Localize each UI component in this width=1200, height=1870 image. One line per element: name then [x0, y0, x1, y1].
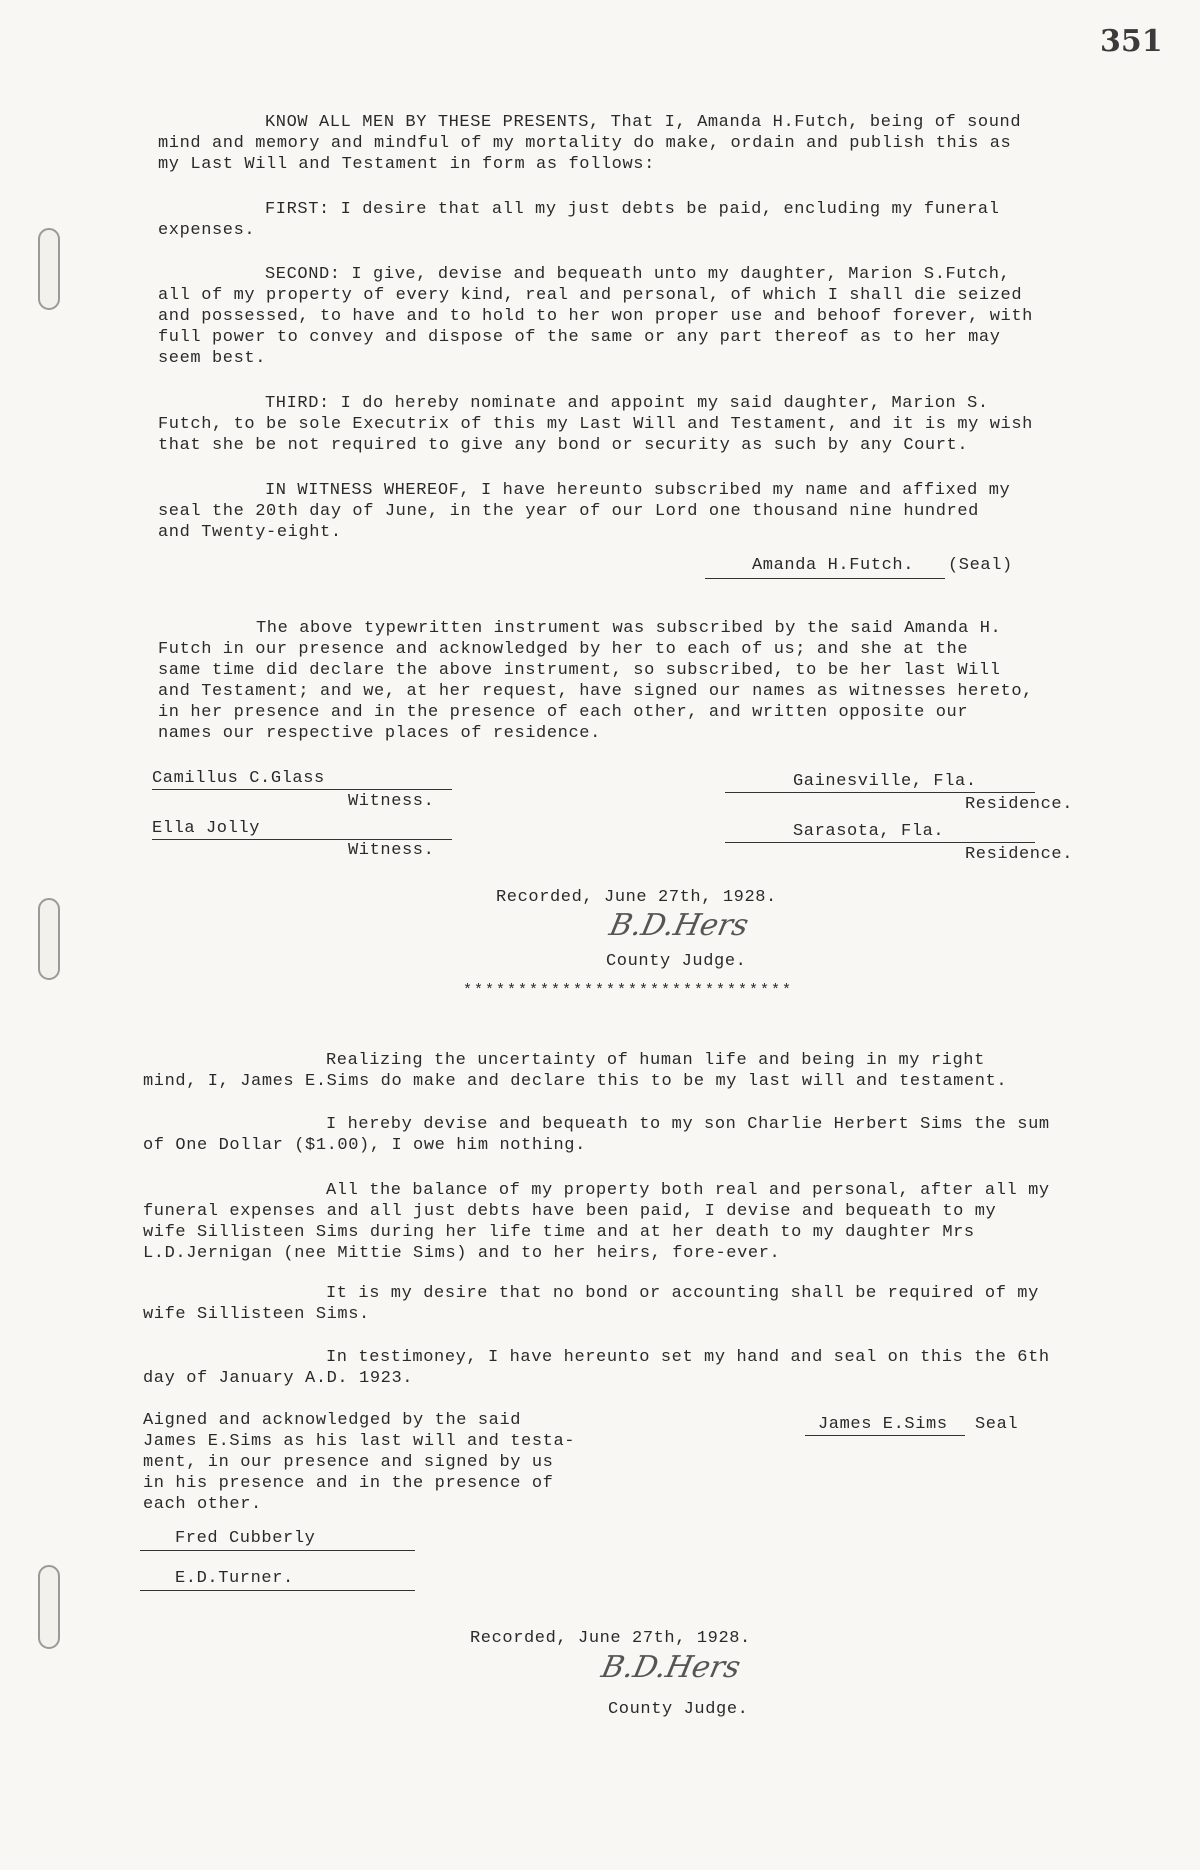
will2-paragraph-2: I hereby devise and bequeath to my son Charlie Herbert Sims the sum of One Dollar ($1.00), I owe him nothing.	[143, 1115, 1050, 1155]
will1-residence-2-line	[725, 842, 1035, 843]
will2-paragraph-5: In testimoney, I have hereunto set my hand and seal on this the 6th day of January A.D. 1923.	[143, 1348, 1050, 1388]
will1-seal: (Seal)	[948, 556, 1013, 575]
will2-paragraph-1: Realizing the uncertainty of human life and being in my right mind, I, James E.Sims do make and declare this to be my last will and testament.	[143, 1051, 1008, 1091]
will1-residence-1-line	[725, 792, 1035, 793]
will1-paragraph-witness-whereof: IN WITNESS WHEREOF, I have hereunto subscribed my name and affixed my seal the 20th day of June, in the year of our Lord one thousand nine hundred and Twenty-eight.	[158, 481, 1011, 542]
will2-attestation: Aigned and acknowledged by the said James E.Sims as his last will and testa- ment, in our presence and signed by us in his presence and in the presence of each other.	[143, 1411, 576, 1514]
will1-residence-2-label: Residence.	[965, 845, 1074, 864]
will1-testator-signature: Amanda H.Futch.	[752, 556, 915, 575]
will2-seal: Seal	[975, 1415, 1019, 1434]
section-separator: ******************************	[463, 982, 794, 999]
will1-paragraph-second: SECOND: I give, devise and bequeath unto my daughter, Marion S.Futch, all of my property of every kind, real and personal, of which I shall die seized and possessed, to have and to hold to her won proper use and behoof forever, with full power to convey and dispose of the same or any part thereof as to her may seem best.	[158, 265, 1033, 368]
will1-paragraph-first: FIRST: I desire that all my just debts be paid, encluding my funeral expenses.	[158, 200, 1000, 240]
will2-witness-2: E.D.Turner.	[175, 1569, 294, 1588]
will1-witness-2-label: Witness.	[348, 841, 435, 860]
will2-paragraph-4: It is my desire that no bond or accounting shall be required of my wife Sillisteen Sims.	[143, 1284, 1039, 1324]
page-number: 351	[1100, 24, 1163, 59]
will1-witness-1-residence: Gainesville, Fla.	[793, 772, 977, 791]
will1-witness-2-residence: Sarasota, Fla.	[793, 822, 945, 841]
will1-witness-1-name: Camillus C.Glass	[152, 769, 325, 788]
will2-witness-1-line	[140, 1550, 415, 1551]
binder-hole-top	[38, 228, 60, 310]
will1-paragraph-third: THIRD: I do hereby nominate and appoint my said daughter, Marion S. Futch, to be sole Executrix of this my Last Will and Testament, and it is my wish that she be not required to give any bond or security as such by any Court.	[158, 394, 1033, 455]
will2-judge-signature: B.D.Hers	[598, 1650, 744, 1685]
will2-witness-1: Fred Cubberly	[175, 1529, 316, 1548]
will2-signature-line	[805, 1435, 965, 1436]
will2-testator-signature: James E.Sims	[818, 1415, 948, 1434]
will1-recorded-date: Recorded, June 27th, 1928.	[496, 888, 777, 907]
binder-hole-bottom	[38, 1565, 60, 1649]
will1-attestation: The above typewritten instrument was subscribed by the said Amanda H. Futch in our presence and acknowledged by her to each of us; and she at the same time did declare the above instrument, so subscribed, to be her last Will and Testament; and we, at her request, have signed our names as witnesses hereto, in her presence and in the presence of each other, and written opposite our names our respective places of residence.	[158, 619, 1033, 743]
binder-hole-middle	[38, 898, 60, 980]
will1-residence-1-label: Residence.	[965, 795, 1074, 814]
will1-witness-2-name: Ella Jolly	[152, 819, 261, 838]
will2-judge-title: County Judge.	[608, 1700, 749, 1719]
will2-witness-2-line	[140, 1590, 415, 1591]
will2-recorded-date: Recorded, June 27th, 1928.	[470, 1629, 751, 1648]
will1-witness-1-line	[152, 789, 452, 790]
will1-judge-signature: B.D.Hers	[606, 908, 752, 943]
will1-paragraph-1: KNOW ALL MEN BY THESE PRESENTS, That I, Amanda H.Futch, being of sound mind and memory and mindful of my mortality do make, ordain and publish this as my Last Will and Testament in form as follows:	[158, 113, 1022, 174]
will2-paragraph-3: All the balance of my property both real and personal, after all my funeral expenses and all just debts have been paid, I devise and bequeath to my wife Sillisteen Sims during her life time and at her death to my daughter Mrs L.D.Jernigan (nee Mittie Sims) and to her heirs, fore-ever.	[143, 1181, 1050, 1263]
will1-judge-title: County Judge.	[606, 952, 747, 971]
will1-witness-1-label: Witness.	[348, 792, 435, 811]
will1-signature-line	[705, 578, 945, 579]
